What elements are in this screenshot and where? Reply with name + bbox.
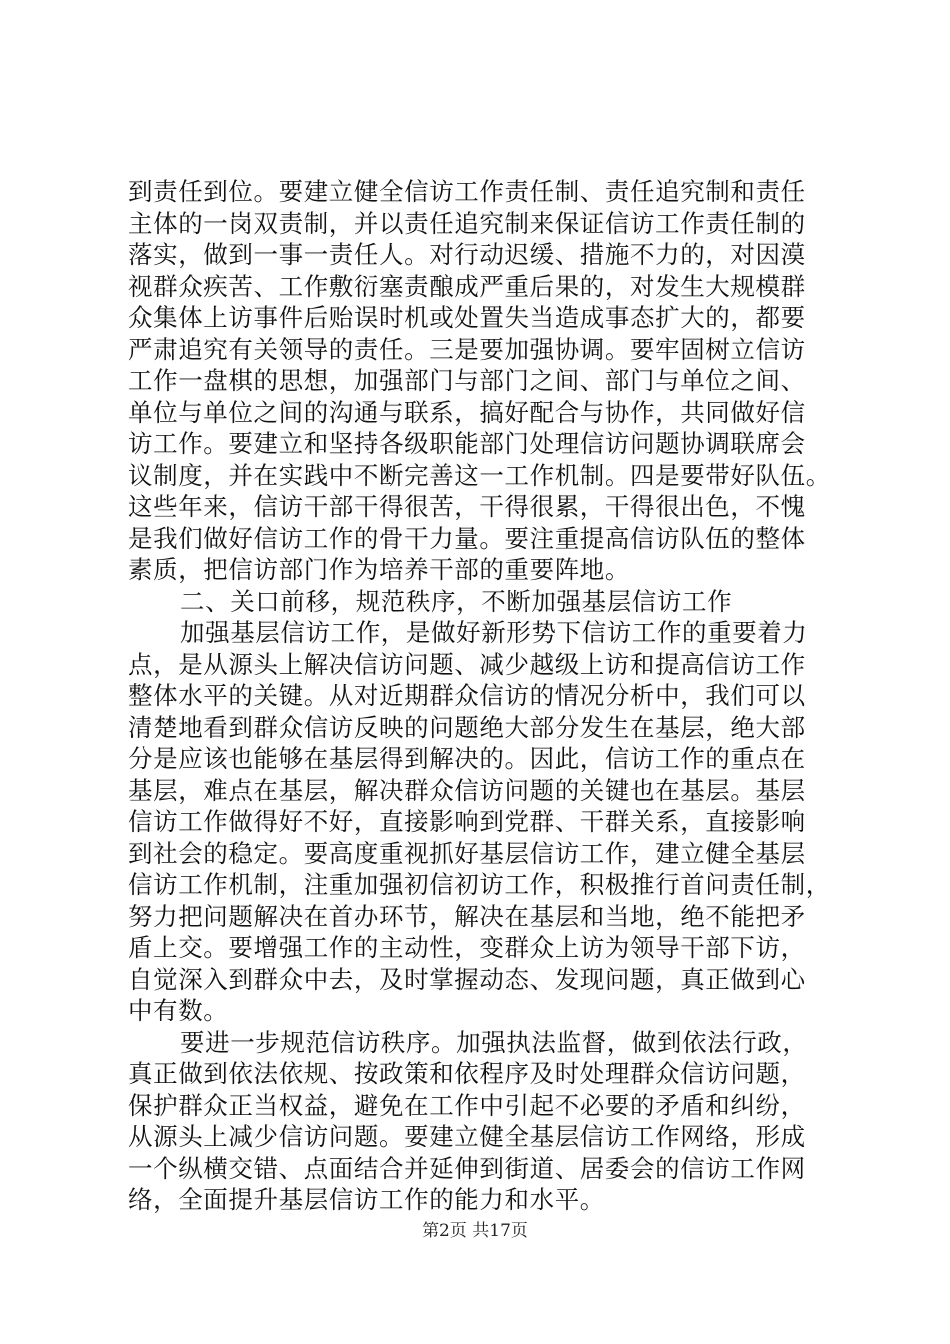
text-line: 真正做到依法依规、按政策和依程序及时处理群众信访问题， — [128, 1059, 806, 1088]
text-line: 整体水平的关键。从对近期群众信访的情况分析中，我们可以 — [128, 681, 806, 710]
text-line: 到责任到位。要建立健全信访工作责任制、责任追究制和责任 — [128, 177, 806, 206]
text-line: 主体的一岗双责制，并以责任追究制来保证信访工作责任制的 — [128, 208, 806, 238]
text-line: 素质，把信访部门作为培养干部的重要阵地。 — [128, 555, 630, 584]
page-number: 第2页 共17页 — [422, 1221, 528, 1241]
text-line: 自觉深入到群众中去，及时掌握动态、发现问题，真正做到心 — [128, 964, 806, 994]
text-line: 从源头上减少信访问题。要建立健全基层信访工作网络，形成 — [128, 1122, 806, 1151]
text-line: 清楚地看到群众信访反映的问题绝大部分发生在基层，绝大部 — [128, 712, 806, 742]
text-line: 分是应该也能够在基层得到解决的。因此，信访工作的重点在 — [128, 744, 806, 773]
text-line: 工作一盘棋的思想，加强部门与部门之间、部门与单位之间、 — [128, 366, 806, 395]
text-line: 严肃追究有关领导的责任。三是要加强协调。要牢固树立信访 — [128, 334, 806, 364]
text-line: 中有数。 — [128, 996, 229, 1025]
text-line: 这些年来，信访干部干得很苦，干得很累，干得很出色，不愧 — [128, 492, 806, 521]
text-line: 议制度，并在实践中不断完善这一工作机制。四是要带好队伍。 — [128, 460, 831, 490]
text-line: 落实，做到一事一责任人。对行动迟缓、措施不力的，对因漠 — [128, 240, 806, 269]
text-line: 到社会的稳定。要高度重视抓好基层信访工作，建立健全基层 — [128, 838, 806, 868]
text-line: 是我们做好信访工作的骨干力量。要注重提高信访队伍的整体 — [128, 523, 806, 553]
text-line: 访工作。要建立和坚持各级职能部门处理信访问题协调联席会 — [128, 429, 806, 458]
text-line: 单位与单位之间的沟通与联系，搞好配合与协作，共同做好信 — [128, 397, 806, 427]
section-heading: 二、关口前移，规范秩序，不断加强基层信访工作 — [180, 586, 733, 616]
text-line: 基层，难点在基层，解决群众信访问题的关键也在基层。基层 — [128, 775, 806, 805]
text-line: 一个纵横交错、点面结合并延伸到街道、居委会的信访工作网 — [128, 1153, 806, 1183]
text-line: 众集体上访事件后贻误时机或处置失当造成事态扩大的，都要 — [128, 303, 806, 332]
text-line: 加强基层信访工作，是做好新形势下信访工作的重要着力 — [180, 618, 808, 647]
text-line: 要进一步规范信访秩序。加强执法监督，做到依法行政， — [180, 1027, 808, 1057]
text-line: 保护群众正当权益，避免在工作中引起不必要的矛盾和纠纷， — [128, 1090, 806, 1120]
text-line: 点，是从源头上解决信访问题、减少越级上访和提高信访工作 — [128, 649, 806, 679]
text-line: 信访工作机制，注重加强初信初访工作，积极推行首问责任制， — [128, 870, 831, 899]
text-line: 盾上交。要增强工作的主动性，变群众上访为领导干部下访， — [128, 933, 806, 962]
text-line: 视群众疾苦、工作敷衍塞责酿成严重后果的，对发生大规模群 — [128, 271, 806, 301]
text-line: 信访工作做得好不好，直接影响到党群、干群关系，直接影响 — [128, 807, 806, 836]
document-body — [128, 176, 836, 1216]
text-line: 努力把问题解决在首办环节，解决在基层和当地，绝不能把矛 — [128, 901, 806, 931]
text-line: 络，全面提升基层信访工作的能力和水平。 — [128, 1185, 605, 1214]
